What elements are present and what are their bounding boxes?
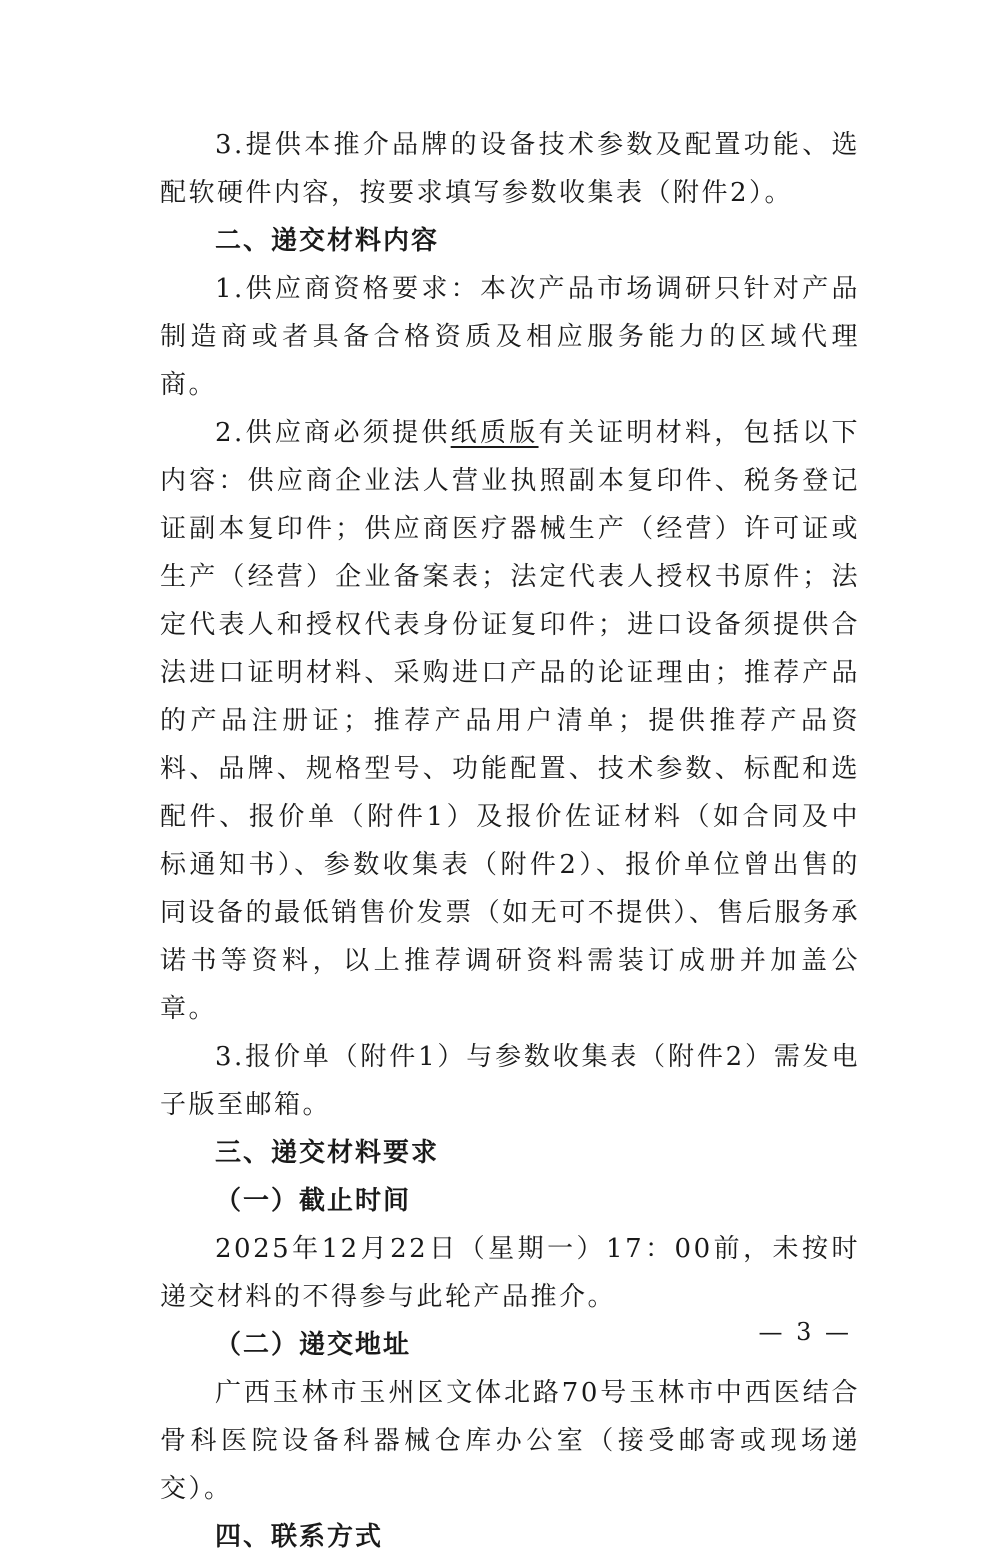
subheading-deadline: （一）截止时间: [215, 1186, 412, 1216]
documents-list-text: 有关证明材料，包括以下内容：供应商企业法人营业执照副本复印件、税务登记证副本复印件；供应商医疗器械生产（经营）许可证或生产（经营）企业备案表；法定代表人授权书原件；法定代表人和授权代表身份证复印件；进口设备须提供合法进口证明材料、采购进口产品的论证理由；推荐产品的产品注册证；推荐产品用户清单；提供推荐产品资料、品牌、规格型号、功能配置、技术参数、标配和选配件、报价单（附件1）及报价佐证材料（如合同及中标通知书）、参数收集表（附件2）、报价单位曾出售的同设备的最低销售价发票（如无可不提供）、售后服务承诺书等资料，以上推荐调研资料需装订成册并加盖公章。: [160, 418, 860, 1024]
subheading-address: （二）递交地址: [215, 1330, 412, 1360]
paper-version-text: 纸质版: [450, 418, 539, 448]
section-heading-submission-contents: 二、递交材料内容: [215, 226, 440, 256]
paragraph-address: 广西玉林市玉州区文体北路70号玉林市中西医结合骨科医院设备科器械仓库办公室（接受邮寄或现场递交）。: [160, 1378, 860, 1504]
paragraph-supplier-documents: [160, 409, 860, 1033]
section-heading-contact: 四、联系方式: [215, 1522, 384, 1552]
paragraph-deadline: 2025年12月22日（星期一）17：00前，未按时递交材料的不得参与此轮产品推介。: [160, 1234, 860, 1312]
paragraph-equipment-parameters: 3.提供本推介品牌的设备技术参数及配置功能、选配软硬件内容，按要求填写参数收集表（附件2）。: [160, 130, 860, 208]
section-heading-submission-requirements: 三、递交材料要求: [215, 1138, 440, 1168]
paragraph-electronic-submission: 3.报价单（附件1）与参数收集表（附件2）需发电子版至邮箱。: [160, 1042, 860, 1120]
page-number: — 3 —: [758, 1318, 852, 1346]
document-page: [160, 121, 860, 1561]
documents-intro-text: 2.供应商必须提供: [215, 418, 451, 448]
paragraph-supplier-qualification: 1.供应商资格要求：本次产品市场调研只针对产品制造商或者具备合格资质及相应服务能力的区域代理商。: [160, 274, 860, 400]
